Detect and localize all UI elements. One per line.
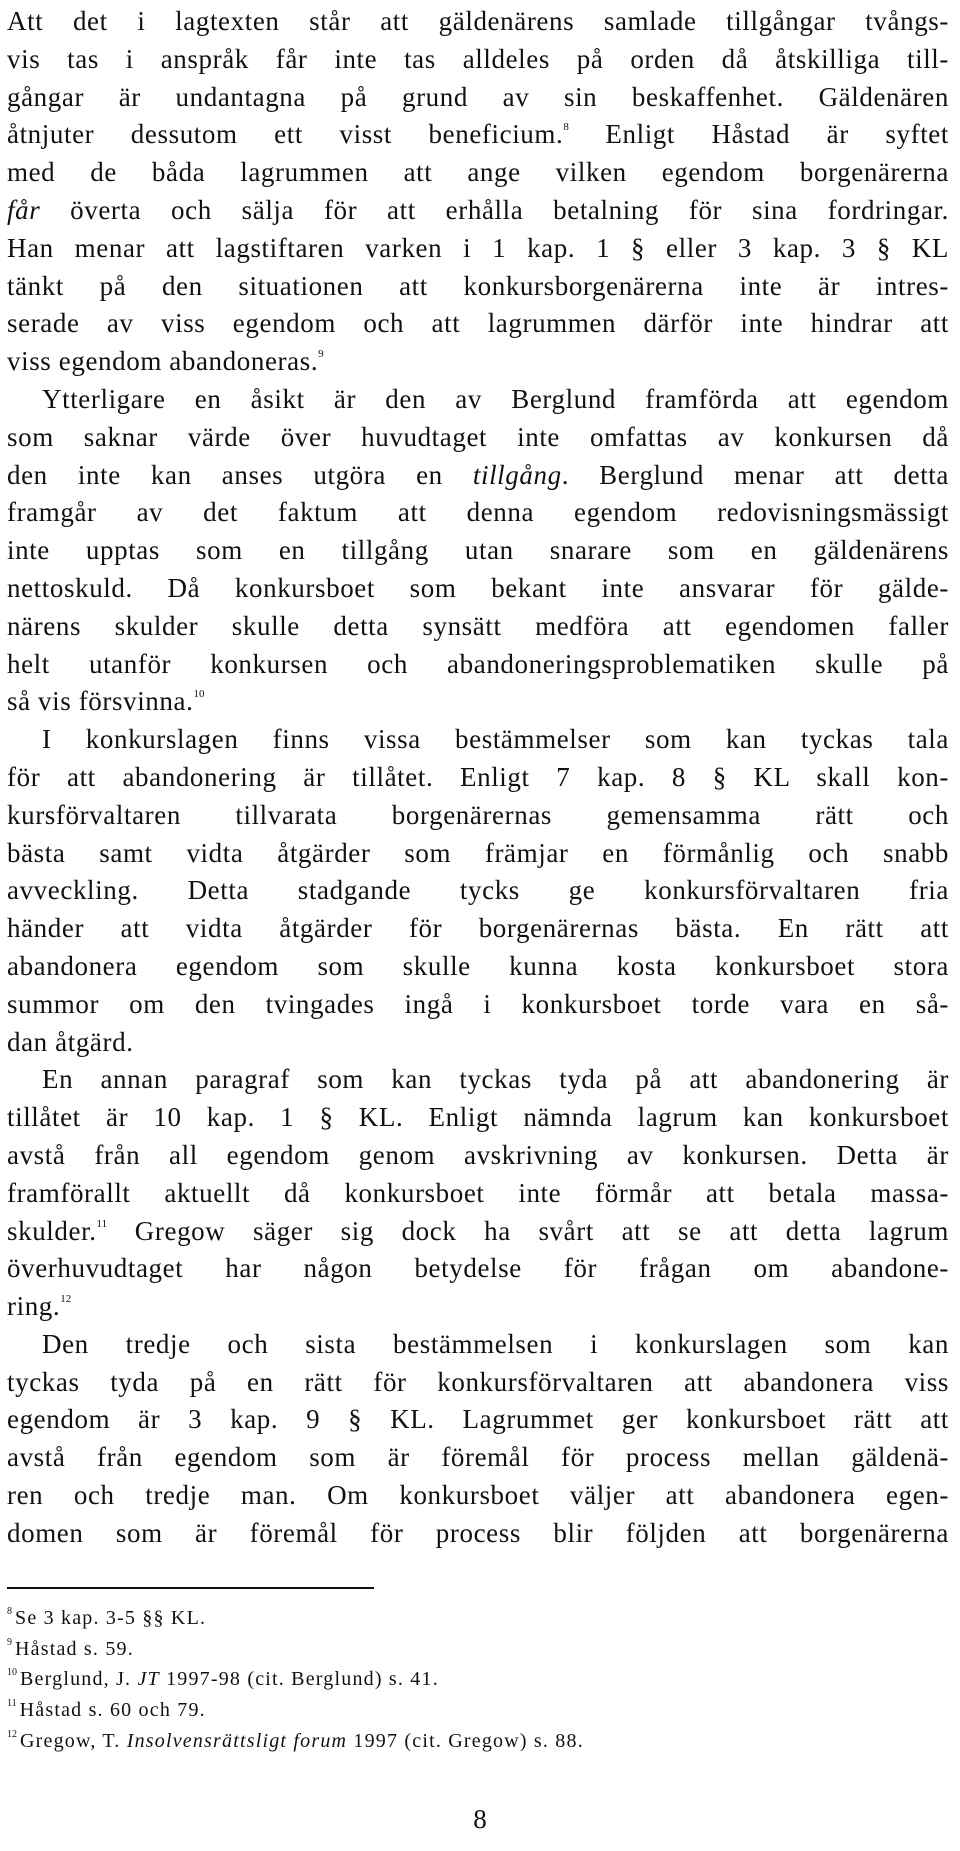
line-text: åtnjuter dessutom ett visst beneficium.	[7, 119, 564, 150]
line-text: som saknar värde över huvudtaget inte omfattas av konkursen då	[7, 421, 949, 452]
footnote-text: Berglund, J.	[20, 1668, 138, 1691]
text-line	[7, 305, 949, 343]
text-line	[7, 1477, 949, 1515]
footnote-reference: 12	[60, 1293, 72, 1306]
line-text: . Berglund menar att detta	[561, 459, 949, 490]
text-line	[7, 1061, 949, 1099]
line-text: gångar är undantagna på grund av sin beskaffenhet. Gäldenären	[7, 81, 949, 112]
line-text: I konkurslagen finns vissa bestämmelser som kan tyckas tala	[42, 724, 949, 755]
text-line	[7, 268, 949, 306]
footnote-text: Håstad s. 59.	[15, 1637, 134, 1660]
text-line	[7, 910, 949, 948]
footnote-item	[7, 1695, 949, 1726]
line-text: Att det i lagtexten står att gäldenärens samlade tillgångar tvångs-	[7, 6, 949, 36]
line-text: med de båda lagrummen att ange vilken egendom borgenärerna	[7, 157, 949, 188]
line-text: tyckas tyda på en rätt för konkursförvaltaren att abandonera viss	[7, 1366, 949, 1397]
text-line	[7, 1137, 949, 1175]
text-line	[7, 457, 949, 495]
text-line	[7, 570, 949, 608]
text-line	[7, 154, 949, 192]
text-line	[7, 3, 949, 41]
footnote-reference: 8	[563, 121, 569, 134]
line-text: helt utanför konkursen och abandoneringsproblematiken skulle på	[7, 648, 949, 679]
text-line	[7, 986, 949, 1024]
text-line	[7, 1439, 949, 1477]
line-text: avveckling. Detta stadgande tycks ge konkursförvaltaren fria	[7, 875, 949, 906]
footnote-reference: 9	[318, 348, 324, 361]
italic-text: tillgång	[472, 459, 562, 490]
line-text: skulder.	[7, 1215, 97, 1246]
text-line	[7, 1288, 949, 1326]
text-line	[7, 381, 949, 419]
footnote-text: Håstad s. 60 och 79.	[19, 1699, 206, 1722]
text-line	[7, 532, 949, 570]
text-line	[7, 872, 949, 910]
footnote-reference: 11	[96, 1217, 108, 1230]
text-line	[7, 419, 949, 457]
text-line	[7, 343, 949, 381]
line-text: så vis försvinna.	[7, 686, 194, 717]
footnote-text: 1997-98 (cit. Berglund) s. 41.	[159, 1668, 439, 1691]
line-text: En annan paragraf som kan tyckas tyda på att abandonering är	[42, 1064, 949, 1095]
footnote-item	[7, 1726, 949, 1757]
line-text: Han menar att lagstiftaren varken i 1 kap. 1 § eller 3 kap. 3 § KL	[7, 232, 949, 263]
footnote-number: 12	[7, 1728, 17, 1740]
line-text: Enligt Håstad är syftet	[568, 119, 949, 150]
text-line	[7, 1515, 949, 1553]
footnote-number: 8	[7, 1606, 12, 1617]
line-text: viss egendom abandoneras.	[7, 346, 319, 377]
text-line	[7, 948, 949, 986]
line-text: Gregow säger sig dock ha svårt att se att detta lagrum	[107, 1215, 949, 1246]
italic-text: får	[7, 194, 41, 225]
footnote-item	[7, 1664, 949, 1695]
line-text: tänkt på den situationen att konkursborgenärerna inte är intres-	[7, 270, 949, 301]
footnote-text: Se 3 kap. 3-5 §§ KL.	[15, 1607, 207, 1629]
italic-text: JT	[137, 1668, 160, 1691]
text-line	[7, 835, 949, 873]
line-text: nettoskuld. Då konkursboet som bekant inte ansvarar för gälde-	[7, 572, 949, 603]
footnote-number: 11	[7, 1698, 17, 1710]
line-text: inte upptas som en tillgång utan snarare som en gäldenärens	[7, 535, 949, 566]
line-text: närens skulder skulle detta synsätt medföra att egendomen faller	[7, 610, 949, 641]
line-text: överhuvudtaget har någon betydelse för frågan om abandone-	[7, 1253, 949, 1284]
page-number: 8	[473, 1804, 487, 1834]
text-line	[7, 608, 949, 646]
text-line	[7, 1213, 949, 1251]
text-line	[7, 1326, 949, 1364]
footnote-item	[7, 1603, 949, 1634]
footnotes	[7, 1603, 949, 1756]
text-line	[7, 494, 949, 532]
line-text: ren och tredje man. Om konkursboet väljer att abandonera egen-	[7, 1480, 949, 1511]
footnote-number: 9	[7, 1636, 12, 1648]
line-text: summor om den tvingades ingå i konkursboet torde vara en så-	[7, 988, 949, 1019]
italic-text: Insolvensrättsligt forum	[126, 1729, 348, 1752]
text-line	[7, 1175, 949, 1213]
text-line	[7, 230, 949, 268]
text-line	[7, 1024, 949, 1062]
line-text: överta och sälja för att erhålla betalning för sina fordringar.	[40, 194, 949, 225]
body-text	[7, 3, 949, 1553]
line-text: serade av viss egendom och att lagrummen därför inte hindrar att	[7, 308, 949, 339]
line-text: tillåtet är 10 kap. 1 § KL. Enligt nämnda lagrum kan konkursboet	[7, 1102, 949, 1133]
text-line	[7, 683, 949, 721]
line-text: avstå från all egendom genom avskrivning av konkursen. Detta är	[7, 1139, 949, 1170]
footnote-separator	[7, 1587, 374, 1589]
line-text: Ytterligare en åsikt är den av Berglund framförda att egendom	[42, 383, 949, 414]
text-line	[7, 79, 949, 117]
text-line	[7, 759, 949, 797]
line-text: dan åtgärd.	[7, 1026, 134, 1057]
text-line	[7, 1401, 949, 1439]
footnote-text: Gregow, T.	[20, 1729, 127, 1752]
text-line	[7, 192, 949, 230]
line-text: framförallt aktuellt då konkursboet inte förmår att betala massa-	[7, 1177, 949, 1208]
line-text: händer att vidta åtgärder för borgenärernas bästa. En rätt att	[7, 913, 949, 944]
text-line	[7, 797, 949, 835]
text-line	[7, 1250, 949, 1288]
line-text: kursförvaltaren tillvarata borgenärernas gemensamma rätt och	[7, 799, 949, 830]
line-text: egendom är 3 kap. 9 § KL. Lagrummet ger konkursboet rätt att	[7, 1404, 949, 1435]
line-text: den inte kan anses utgöra en	[7, 459, 473, 490]
line-text: Den tredje och sista bestämmelsen i konkurslagen som kan	[42, 1328, 949, 1359]
text-line	[7, 116, 949, 154]
line-text: för att abandonering är tillåtet. Enligt 7 kap. 8 § KL skall kon-	[7, 761, 949, 792]
text-line	[7, 1099, 949, 1137]
text-line	[7, 721, 949, 759]
footnote-reference: 10	[193, 688, 205, 701]
footnote-item	[7, 1634, 949, 1665]
text-line	[7, 1364, 949, 1402]
line-text: framgår av det faktum att denna egendom redovisningsmässigt	[7, 497, 949, 528]
line-text: abandonera egendom som skulle kunna kosta konkursboet stora	[7, 950, 949, 981]
line-text: vis tas i anspråk får inte tas alldeles på orden då åtskilliga till-	[7, 43, 949, 74]
text-line	[7, 41, 949, 79]
line-text: avstå från egendom som är föremål för process mellan gäldenä-	[7, 1442, 949, 1473]
line-text: bästa samt vidta åtgärder som främjar en förmånlig och snabb	[7, 837, 949, 868]
line-text: domen som är föremål för process blir följden att borgenärerna	[7, 1517, 949, 1548]
footnote-number: 10	[7, 1667, 17, 1679]
footnote-text: 1997 (cit. Gregow) s. 88.	[347, 1729, 584, 1752]
line-text: ring.	[7, 1291, 61, 1322]
text-line	[7, 646, 949, 684]
